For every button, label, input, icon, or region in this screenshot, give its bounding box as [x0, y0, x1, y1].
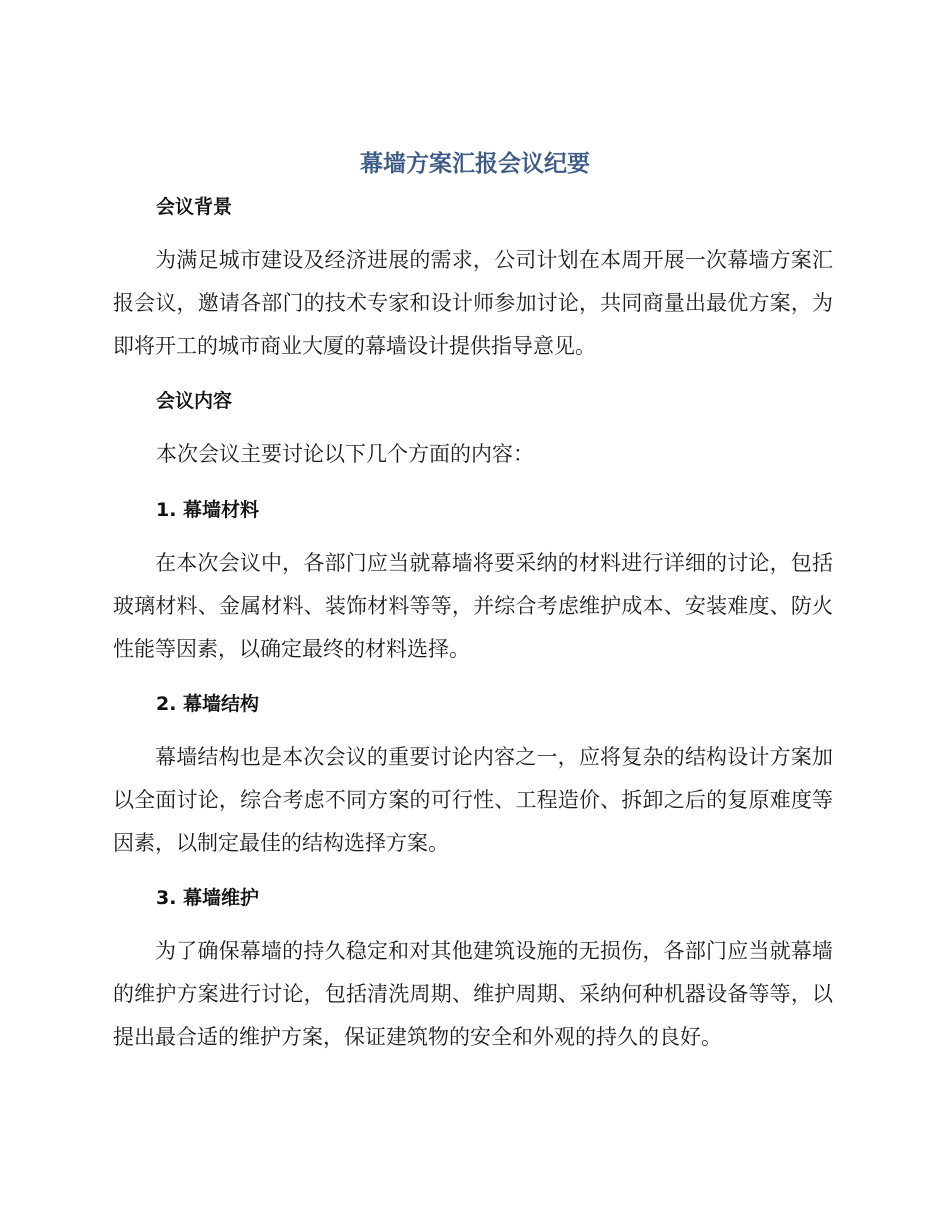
section-heading-materials: 1. 幕墙材料	[156, 499, 260, 521]
section-paragraph-structure: 幕墙结构也是本次会议的重要讨论内容之一，应将复杂的结构设计方案加以全面讨论，综合考虑不同方案的可行性、工程造价、拆卸之后的复原难度等因素，以制定最佳的结构选择方案。	[113, 745, 833, 855]
section-heading-background: 会议背景	[156, 196, 233, 218]
section-heading-structure: 2. 幕墙结构	[156, 693, 260, 715]
section-paragraph-content: 本次会议主要讨论以下几个方面的内容：	[156, 442, 534, 466]
section-heading-content: 会议内容	[156, 390, 233, 412]
section-heading-maintenance: 3. 幕墙维护	[156, 887, 260, 909]
section-paragraph-background: 为满足城市建设及经济进展的需求，公司计划在本周开展一次幕墙方案汇报会议，邀请各部门的技术专家和设计师参加讨论，共同商量出最优方案，为即将开工的城市商业大厦的幕墙设计提供指导意见。	[113, 248, 833, 358]
section-paragraph-maintenance: 为了确保幕墙的持久稳定和对其他建筑设施的无损伤，各部门应当就幕墙的维护方案进行讨论，包括清洗周期、维护周期、采纳何种机器设备等等，以提出最合适的维护方案，保证建筑物的安全和外观的持久的良好。	[113, 939, 833, 1049]
section-paragraph-materials: 在本次会议中，各部门应当就幕墙将要采纳的材料进行详细的讨论，包括玻璃材料、金属材料、装饰材料等等，并综合考虑维护成本、安装难度、防火性能等因素，以确定最终的材料选择。	[113, 551, 833, 661]
document-title: 幕墙方案汇报会议纪要	[360, 151, 590, 177]
